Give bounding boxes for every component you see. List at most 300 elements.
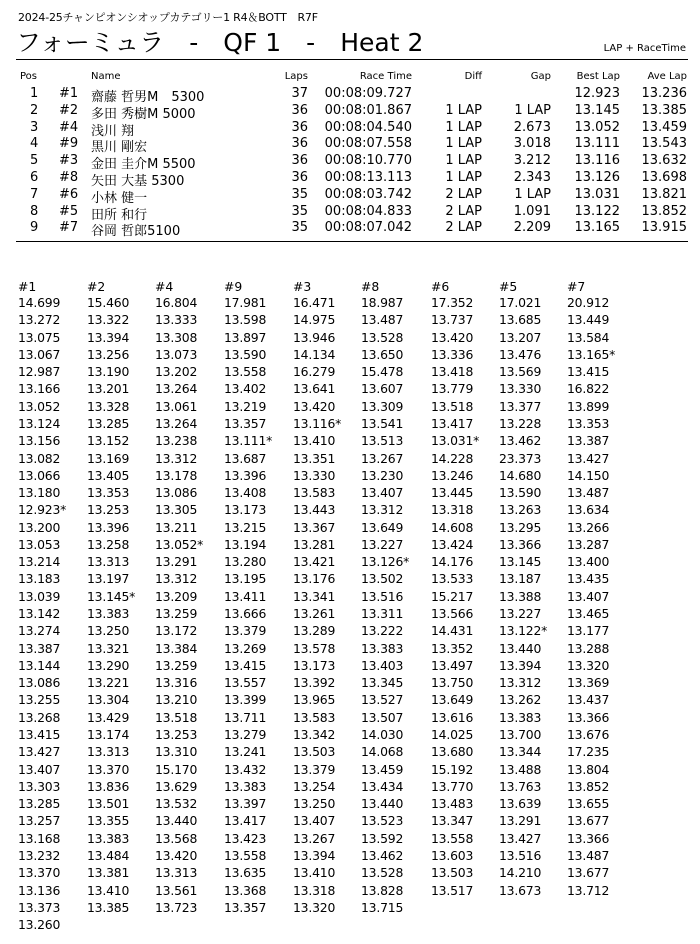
lap-time: 13.465 [567,606,610,622]
lap-time: 16.822 [567,381,610,397]
result-laps: 35 [291,203,308,219]
lap-time: 13.280 [224,554,267,570]
lap-time: 13.287 [567,536,610,552]
lap-time: 13.487 [361,312,404,328]
lap-time: 13.440 [499,640,542,656]
lap-time: 13.272 [18,312,61,328]
lap-time: 13.145* [87,588,136,604]
lap-time: 13.685 [499,312,542,328]
result-pos: 3 [30,119,39,135]
lap-time: 14.176 [431,554,474,570]
lap-time: 13.432 [224,761,267,777]
lap-time: 13.173 [293,657,336,673]
lap-time: 13.584 [567,329,610,345]
lap-time: 13.211 [155,519,198,535]
lap-time: 13.352 [431,640,474,656]
lap-time: 13.086 [18,675,61,691]
result-race-time: 00:08:03.742 [324,186,412,202]
lap-time: 13.232 [18,847,61,863]
lap-time: 13.330 [293,467,336,483]
lap-time: 13.281 [293,536,336,552]
lap-time: 15.170 [155,761,198,777]
lap-time: 14.025 [431,727,474,742]
page-title: フォーミュラ - QF 1 - Heat 2 [16,28,424,57]
lap-time: 13.257 [18,813,61,829]
lap-time: 13.253 [155,727,198,742]
lap-time: 13.111* [224,433,273,449]
lap-time: 13.370 [18,865,61,881]
lap-time: 13.073 [155,346,198,362]
lap-time: 13.410 [293,865,336,881]
lap-time: 13.168 [18,830,61,846]
lap-time: 13.264 [155,415,198,431]
lap-time: 13.336 [431,346,474,362]
lap-time: 13.379 [224,623,267,639]
lap-time: 13.227 [361,536,404,552]
result-best-lap: 13.145 [574,102,620,118]
lap-column-car-number: #9 [224,279,243,294]
lap-time: 13.370 [87,761,130,777]
lap-time: 13.052 [18,398,61,414]
lap-time: 13.144 [18,657,61,673]
lap-time: 13.351 [293,450,336,466]
result-driver-name: 小林 健一 [91,190,148,206]
col-header-laps: Laps [284,71,308,82]
result-car-number: #6 [59,186,79,202]
lap-time: 13.518 [431,398,474,414]
lap-time: 13.285 [18,796,61,812]
result-laps: 36 [291,136,308,152]
lap-time: 13.405 [87,467,130,483]
lap-time: 13.156 [18,433,61,449]
lap-time: 13.152 [87,433,130,449]
lap-time: 13.201 [87,381,130,397]
lap-time: 13.136 [18,882,61,898]
lap-time: 13.434 [361,778,404,794]
result-ave-lap: 13.821 [641,186,687,202]
lap-time: 13.197 [87,571,130,587]
lap-time: 13.568 [155,830,198,846]
lap-time: 13.316 [155,675,198,691]
result-best-lap: 12.923 [574,86,620,101]
result-pos: 5 [30,153,39,169]
lap-time: 13.387 [18,640,61,656]
lap-time: 13.676 [567,727,610,742]
lap-time: 13.369 [567,675,610,691]
lap-time: 13.176 [293,571,336,587]
result-race-time: 00:08:10.770 [324,153,412,169]
lap-time: 13.770 [431,778,474,794]
lap-time: 13.238 [155,433,198,449]
lap-column-car-number: #4 [155,279,174,294]
lap-time: 13.403 [361,657,404,673]
lap-time: 13.207 [499,329,542,345]
lap-time: 13.379 [293,761,336,777]
lap-time: 13.341 [293,588,336,604]
lap-time: 13.222 [361,623,404,639]
result-driver-name: 多田 秀樹M 5000 [91,106,196,122]
result-ave-lap: 13.852 [641,203,687,219]
lap-time: 13.082 [18,450,61,466]
lap-time: 13.396 [224,467,267,483]
lap-time: 13.484 [87,847,130,863]
lap-time: 23.373 [499,450,542,466]
lap-time: 13.411 [224,588,267,604]
lap-time: 13.383 [87,830,130,846]
lap-time: 13.527 [361,692,404,708]
result-gap: 2.343 [513,170,551,185]
lap-time: 13.476 [499,346,542,362]
lap-time: 17.352 [431,295,474,310]
lap-time: 13.295 [499,519,542,535]
lap-time: 13.569 [499,364,542,380]
lap-time: 13.561 [155,882,198,898]
result-ave-lap: 13.915 [641,220,687,236]
lap-time: 13.459 [361,761,404,777]
lap-time: 13.383 [499,709,542,725]
lap-time: 13.321 [87,640,130,656]
lap-time: 13.250 [293,796,336,812]
lap-time: 14.608 [431,519,474,535]
lap-time: 13.723 [155,899,198,915]
lap-time: 15.192 [431,761,474,777]
result-ave-lap: 13.236 [641,86,687,101]
lap-time: 16.279 [293,364,336,380]
result-driver-name: 黒川 剛宏 [91,140,148,156]
lap-time: 13.523 [361,813,404,829]
result-laps: 36 [291,170,308,185]
lap-time: 13.173 [224,502,267,518]
result-diff: 1 LAP [445,119,482,135]
result-car-number: #7 [59,220,79,236]
lap-time: 13.483 [431,796,474,812]
lap-time: 13.598 [224,312,267,328]
result-diff: 1 LAP [445,102,482,118]
lap-time: 15.217 [431,588,474,604]
result-car-number: #1 [59,86,79,101]
lap-time: 13.383 [224,778,267,794]
result-car-number: #9 [59,136,79,152]
lap-time: 13.210 [155,692,198,708]
lap-column-car-number: #3 [293,279,312,294]
result-ave-lap: 13.385 [641,102,687,118]
lap-time: 13.312 [499,675,542,691]
result-car-number: #4 [59,119,79,135]
result-laps: 36 [291,119,308,135]
sheet-type-label: LAP + RaceTime [603,43,686,54]
lap-time: 13.388 [499,588,542,604]
lap-time: 13.392 [293,675,336,691]
lap-time: 13.267 [293,830,336,846]
lap-time: 13.254 [293,778,336,794]
lap-time: 13.313 [155,865,198,881]
lap-time: 13.305 [155,502,198,518]
lap-time: 13.533 [431,571,474,587]
lap-time: 13.649 [431,692,474,708]
result-driver-name: 谷岡 哲郎5100 [91,224,181,240]
lap-time: 13.039 [18,588,61,604]
lap-time: 13.357 [224,899,267,915]
lap-time: 13.558 [224,847,267,863]
result-diff: 2 LAP [445,186,482,202]
lap-time: 13.067 [18,346,61,362]
lap-time: 13.061 [155,398,198,414]
lap-time: 13.377 [499,398,542,414]
lap-time: 13.427 [499,830,542,846]
lap-time: 13.290 [87,657,130,673]
lap-time: 13.165* [567,346,616,362]
lap-time: 13.381 [87,865,130,881]
lap-time: 13.677 [567,865,610,881]
event-subtitle: 2024-25チャンピオンシオップカテゴリー1 R4＆BOTT R7F [18,11,318,24]
lap-time: 13.513 [361,433,404,449]
lap-time: 13.677 [567,813,610,829]
lap-time: 13.440 [155,813,198,829]
lap-time: 12.923* [18,502,67,518]
lap-time: 13.124 [18,415,61,431]
result-laps: 36 [291,153,308,169]
result-driver-name: 浅川 翔 [91,123,135,139]
result-best-lap: 13.111 [574,136,620,152]
lap-time: 13.763 [499,778,542,794]
lap-time: 13.497 [431,657,474,673]
lap-time: 13.066 [18,467,61,483]
lap-time: 13.328 [87,398,130,414]
lap-time: 13.407 [567,588,610,604]
lap-time: 13.383 [87,606,130,622]
lap-time: 13.503 [293,744,336,760]
lap-time: 13.322 [87,312,130,328]
lap-time: 13.558 [431,830,474,846]
lap-time: 13.583 [293,709,336,725]
lap-time: 13.174 [87,727,130,742]
result-pos: 4 [30,136,39,152]
lap-time: 13.603 [431,847,474,863]
result-race-time: 00:08:07.558 [324,136,412,152]
lap-time: 13.166 [18,381,61,397]
result-pos: 9 [30,220,39,236]
result-car-number: #2 [59,102,79,118]
lap-time: 13.241 [224,744,267,760]
lap-time: 13.528 [361,865,404,881]
lap-time: 13.274 [18,623,61,639]
lap-time: 13.288 [567,640,610,656]
lap-time: 13.318 [431,502,474,518]
result-race-time: 00:08:04.833 [324,203,412,219]
lap-time: 13.228 [499,415,542,431]
lap-time: 13.639 [499,796,542,812]
lap-time: 13.518 [155,709,198,725]
result-best-lap: 13.126 [574,170,620,185]
lap-time: 13.517 [431,882,474,898]
lap-time: 13.445 [431,485,474,501]
result-race-time: 00:08:01.867 [324,102,412,118]
lap-time: 13.852 [567,778,610,794]
lap-time: 13.291 [499,813,542,829]
lap-time: 13.122* [499,623,548,639]
lap-time: 13.394 [293,847,336,863]
lap-time: 13.507 [361,709,404,725]
lap-time: 13.487 [567,485,610,501]
lap-time: 13.266 [567,519,610,535]
lap-time: 13.347 [431,813,474,829]
result-driver-name: 齋藤 哲男M 5300 [91,90,205,105]
lap-time: 13.333 [155,312,198,328]
lap-time: 13.557 [224,675,267,691]
lap-time: 13.303 [18,778,61,794]
lap-time: 16.471 [293,295,336,310]
lap-time: 13.437 [567,692,610,708]
lap-time: 13.449 [567,312,610,328]
lap-time: 14.680 [499,467,542,483]
lap-column-car-number: #1 [18,279,37,294]
lap-time: 14.228 [431,450,474,466]
lap-time: 13.353 [87,485,130,501]
lap-time: 13.031* [431,433,480,449]
lap-time: 20.912 [567,295,610,310]
lap-time: 13.429 [87,709,130,725]
lap-time: 17.021 [499,295,542,310]
lap-time: 13.172 [155,623,198,639]
lap-time: 13.421 [293,554,336,570]
results-divider [16,241,688,242]
result-race-time: 00:08:07.042 [324,220,412,236]
lap-time: 13.566 [431,606,474,622]
lap-time: 13.053 [18,536,61,552]
lap-time: 13.368 [224,882,267,898]
lap-time: 13.420 [155,847,198,863]
lap-time: 13.086 [155,485,198,501]
result-pos: 1 [30,86,39,101]
lap-time: 13.256 [87,346,130,362]
result-ave-lap: 13.459 [641,119,687,135]
lap-time: 13.194 [224,536,267,552]
lap-time: 14.210 [499,865,542,881]
lap-time: 18.987 [361,295,404,310]
lap-time: 13.268 [18,709,61,725]
result-car-number: #8 [59,170,79,185]
lap-time: 13.402 [224,381,267,397]
result-gap: 3.212 [513,153,551,169]
lap-time: 13.590 [499,485,542,501]
lap-time: 13.583 [293,485,336,501]
lap-time: 13.320 [567,657,610,673]
lap-time: 13.200 [18,519,61,535]
lap-time: 13.169 [87,450,130,466]
lap-time: 13.462 [499,433,542,449]
lap-time: 13.394 [87,329,130,345]
lap-time: 13.804 [567,761,610,777]
lap-time: 13.230 [361,467,404,483]
lap-time: 13.408 [224,485,267,501]
result-gap: 1.091 [513,203,551,219]
lap-column-car-number: #6 [431,279,450,294]
result-driver-name: 田所 和行 [91,207,148,223]
col-header-ave-lap: Ave Lap [647,71,687,82]
lap-time: 13.304 [87,692,130,708]
lap-time: 12.987 [18,364,61,380]
lap-time: 13.250 [87,623,130,639]
result-gap: 3.018 [513,136,551,152]
lap-time: 13.313 [87,744,130,760]
lap-time: 13.443 [293,502,336,518]
lap-time: 13.700 [499,727,542,742]
lap-time: 13.592 [361,830,404,846]
lap-time: 13.420 [431,329,474,345]
lap-time: 13.516 [499,847,542,863]
lap-time: 13.462 [361,847,404,863]
lap-time: 13.227 [499,606,542,622]
lap-time: 13.311 [361,606,404,622]
lap-time: 13.779 [431,381,474,397]
lap-time: 13.607 [361,381,404,397]
result-car-number: #3 [59,153,79,169]
lap-time: 13.190 [87,364,130,380]
lap-time: 15.478 [361,364,404,380]
lap-time: 13.516 [361,588,404,604]
lap-time: 13.373 [18,899,61,915]
lap-time: 13.215 [224,519,267,535]
lap-time: 13.344 [499,744,542,760]
lap-time: 13.946 [293,329,336,345]
lap-time: 13.264 [155,381,198,397]
lap-time: 13.641 [293,381,336,397]
lap-time: 13.423 [224,830,267,846]
lap-time: 13.313 [87,554,130,570]
lap-column-car-number: #2 [87,279,106,294]
lap-time: 13.427 [18,744,61,760]
lap-time: 13.260 [18,917,61,933]
result-pos: 8 [30,203,39,219]
lap-time: 13.126* [361,554,410,570]
lap-time: 13.145 [499,554,542,570]
lap-time: 14.431 [431,623,474,639]
result-best-lap: 13.116 [574,153,620,169]
lap-time: 13.578 [293,640,336,656]
lap-time: 13.407 [361,485,404,501]
lap-time: 13.687 [224,450,267,466]
lap-time: 13.178 [155,467,198,483]
result-diff: 2 LAP [445,220,482,236]
result-best-lap: 13.165 [574,220,620,236]
lap-time: 13.255 [18,692,61,708]
lap-time: 13.590 [224,346,267,362]
lap-time: 13.394 [499,657,542,673]
lap-time: 13.415 [18,727,61,742]
result-driver-name: 金田 圭介M 5500 [91,157,196,173]
result-ave-lap: 13.698 [641,170,687,185]
lap-time: 13.221 [87,675,130,691]
lap-time: 13.532 [155,796,198,812]
lap-time: 13.397 [224,796,267,812]
lap-time: 13.355 [87,813,130,829]
lap-time: 13.649 [361,519,404,535]
col-header-pos: Pos [20,71,38,82]
lap-time: 13.259 [155,606,198,622]
lap-time: 13.417 [224,813,267,829]
lap-time: 13.345 [361,675,404,691]
lap-column-car-number: #7 [567,279,586,294]
lap-time: 13.187 [499,571,542,587]
result-pos: 7 [30,186,39,202]
result-race-time: 00:08:09.727 [324,86,412,101]
lap-time: 13.836 [87,778,130,794]
lap-time: 13.410 [293,433,336,449]
lap-time: 13.629 [155,778,198,794]
lap-time: 14.030 [361,727,404,742]
lap-time: 13.214 [18,554,61,570]
lap-time: 13.387 [567,433,610,449]
